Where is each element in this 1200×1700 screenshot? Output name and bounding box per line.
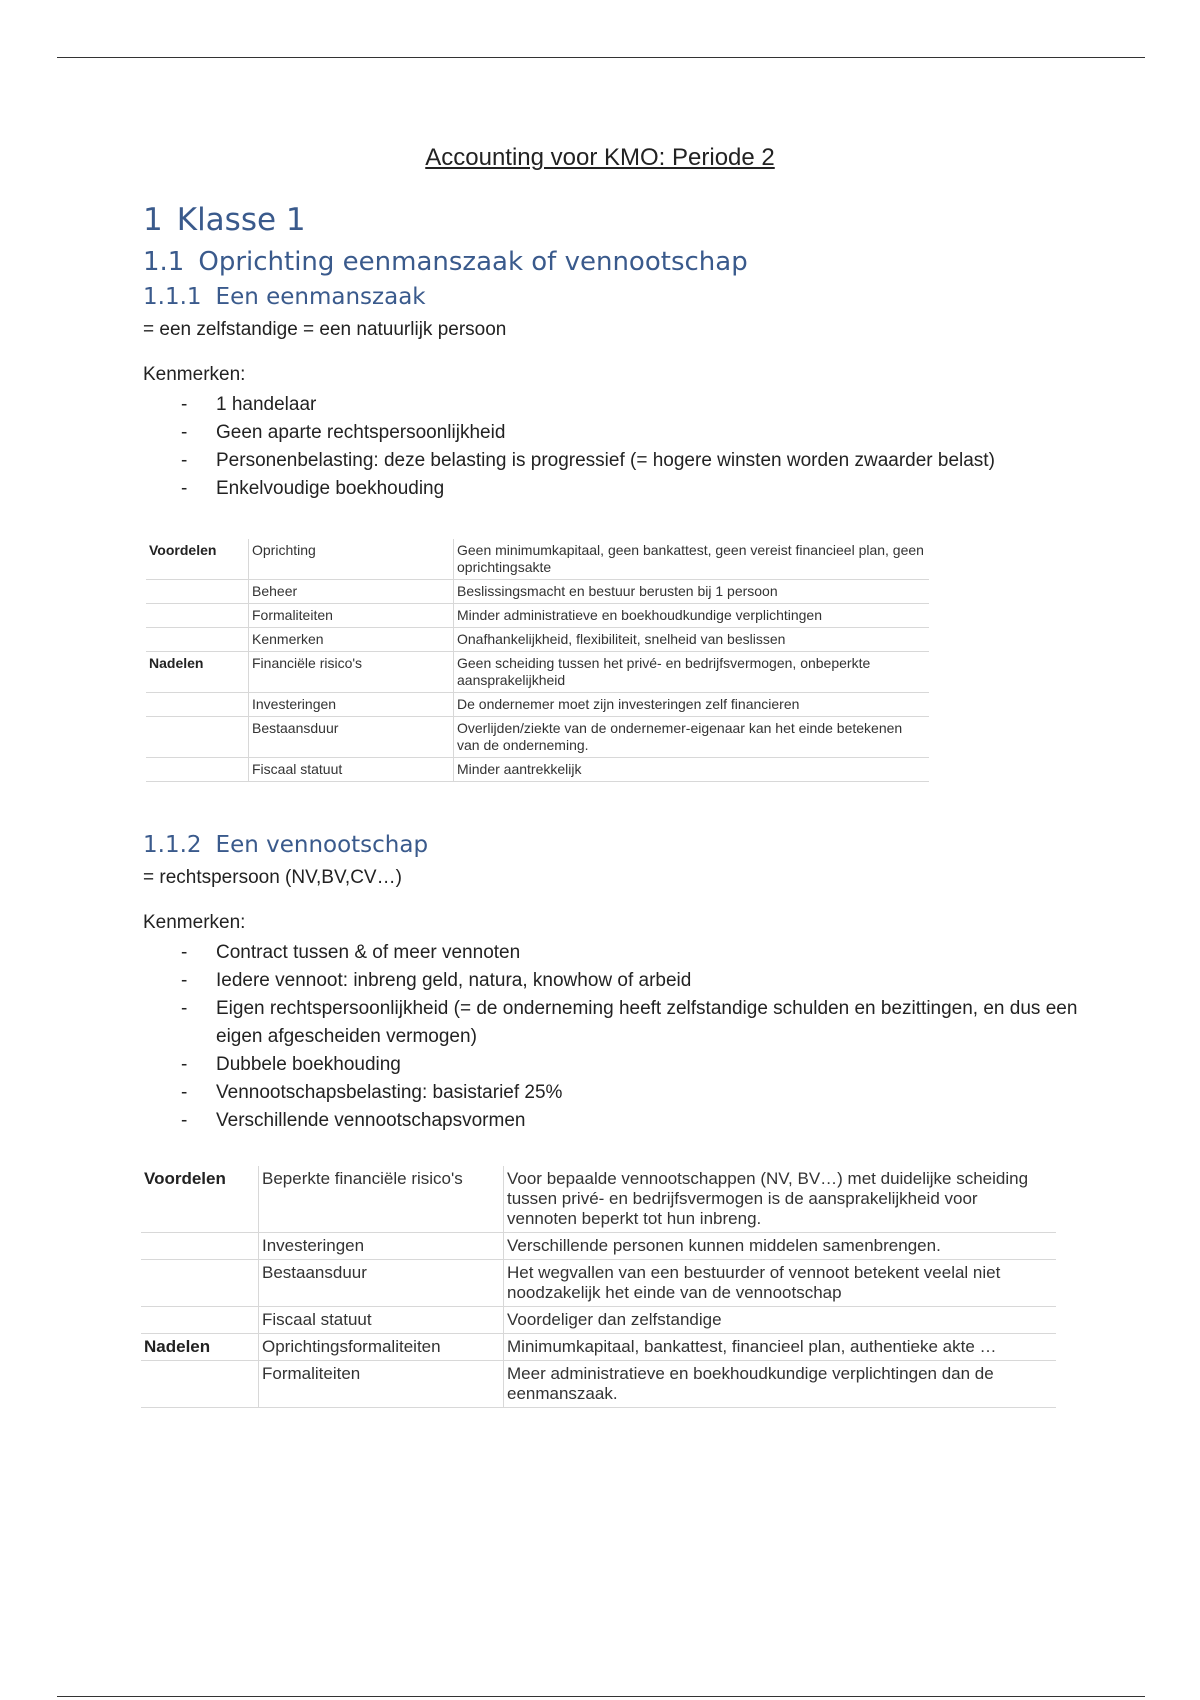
table-row: Kenmerken Onafhankelijkheid, flexibiliteit, snelheid van beslissen: [146, 628, 929, 652]
heading-1-1-2-number: 1.1.2: [143, 832, 202, 858]
page-bottom-rule: [57, 1696, 1145, 1697]
vennootschap-definition: = rechtspersoon (NV,BV,CV…): [143, 867, 402, 888]
list-item: - Contract tussen & of meer vennoten: [143, 939, 1116, 967]
table-row: Nadelen Financiële risico's Geen scheiding tussen het privé- en bedrijfsvermogen, onbeperkte aansprakelijkheid: [146, 652, 929, 693]
heading-1-1-text: Oprichting eenmanszaak of vennootschap: [198, 247, 748, 277]
eenmanszaak-definition: = een zelfstandige = een natuurlijk persoon: [143, 319, 507, 340]
eenmanszaak-table: [146, 539, 929, 782]
table-row: Investeringen Verschillende personen kunnen middelen samenbrengen.: [141, 1233, 1056, 1260]
heading-1-1-number: 1.1: [143, 247, 185, 277]
table-row: Formaliteiten Minder administratieve en boekhoudkundige verplichtingen: [146, 604, 929, 628]
eenmanszaak-kenmerken-list: [143, 391, 995, 503]
bullet-dash: -: [181, 1054, 188, 1075]
vennootschap-table: [141, 1166, 1056, 1408]
vennootschap-kenmerken-label: Kenmerken:: [143, 912, 246, 933]
list-item: - Iedere vennoot: inbreng geld, natura, knowhow of arbeid: [143, 967, 1116, 995]
table-row: Bestaansduur Het wegvallen van een bestuurder of vennoot betekent veelal niet noodzakelijk het einde van de vennootschap: [141, 1260, 1056, 1307]
heading-1-1-2: [143, 832, 428, 858]
heading-1-text: Klasse 1: [176, 202, 306, 238]
heading-1: [143, 202, 306, 238]
heading-1-1-2-text: Een vennootschap: [215, 832, 429, 858]
table-row: Bestaansduur Overlijden/ziekte van de ondernemer-eigenaar kan het einde betekenen van de onderneming.: [146, 717, 929, 758]
document-title: Accounting voor KMO: Periode 2: [425, 144, 775, 171]
bullet-dash: -: [181, 970, 188, 991]
vennootschap-kenmerken-list: [143, 939, 1116, 1135]
bullet-dash: -: [181, 998, 188, 1019]
eenmanszaak-kenmerken-label: Kenmerken:: [143, 364, 246, 385]
heading-1-1-1: [143, 284, 426, 310]
bullet-dash: -: [181, 1110, 188, 1131]
list-item: - Enkelvoudige boekhouding: [143, 475, 995, 503]
list-item: - Dubbele boekhouding: [143, 1051, 1116, 1079]
heading-1-1-1-text: Een eenmanszaak: [215, 284, 426, 310]
list-item: - Verschillende vennootschapsvormen: [143, 1107, 1116, 1135]
list-item: - Geen aparte rechtspersoonlijkheid: [143, 419, 995, 447]
list-item: - Vennootschapsbelasting: basistarief 25%: [143, 1079, 1116, 1107]
bullet-dash: -: [181, 1082, 188, 1103]
table-row: Investeringen De ondernemer moet zijn investeringen zelf financieren: [146, 693, 929, 717]
table-row: Nadelen Oprichtingsformaliteiten Minimumkapitaal, bankattest, financieel plan, authentieke akte …: [141, 1334, 1056, 1361]
list-item: - 1 handelaar: [143, 391, 995, 419]
table-row: Formaliteiten Meer administratieve en boekhoudkundige verplichtingen dan de eenmanszaak.: [141, 1361, 1056, 1408]
table-row: Voordelen Oprichting Geen minimumkapitaal, geen bankattest, geen vereist financieel plan, geen oprichtingsakte: [146, 539, 929, 580]
bullet-dash: -: [181, 942, 188, 963]
bullet-dash: -: [181, 422, 188, 443]
page-top-rule: [57, 57, 1145, 58]
heading-1-1: [143, 247, 748, 277]
list-item: - Eigen rechtspersoonlijkheid (= de onderneming heeft zelfstandige schulden en bezittingen, en dus een eigen afgescheiden vermogen): [143, 995, 1116, 1051]
table-row: Fiscaal statuut Minder aantrekkelijk: [146, 758, 929, 782]
list-item: - Personenbelasting: deze belasting is progressief (= hogere winsten worden zwaarder belast): [143, 447, 995, 475]
bullet-dash: -: [181, 394, 188, 415]
table-row: Beheer Beslissingsmacht en bestuur berusten bij 1 persoon: [146, 580, 929, 604]
table-row: Fiscaal statuut Voordeliger dan zelfstandige: [141, 1307, 1056, 1334]
heading-1-number: 1: [143, 202, 163, 238]
table-row: Voordelen Beperkte financiële risico's Voor bepaalde vennootschappen (NV, BV…) met duidelijke scheiding tussen privé- en bedrijfsvermogen is de aansprakelijkheid voor vennoten beperkt tot hun inbreng.: [141, 1166, 1056, 1233]
heading-1-1-1-number: 1.1.1: [143, 284, 202, 310]
bullet-dash: -: [181, 478, 188, 499]
bullet-dash: -: [181, 450, 188, 471]
